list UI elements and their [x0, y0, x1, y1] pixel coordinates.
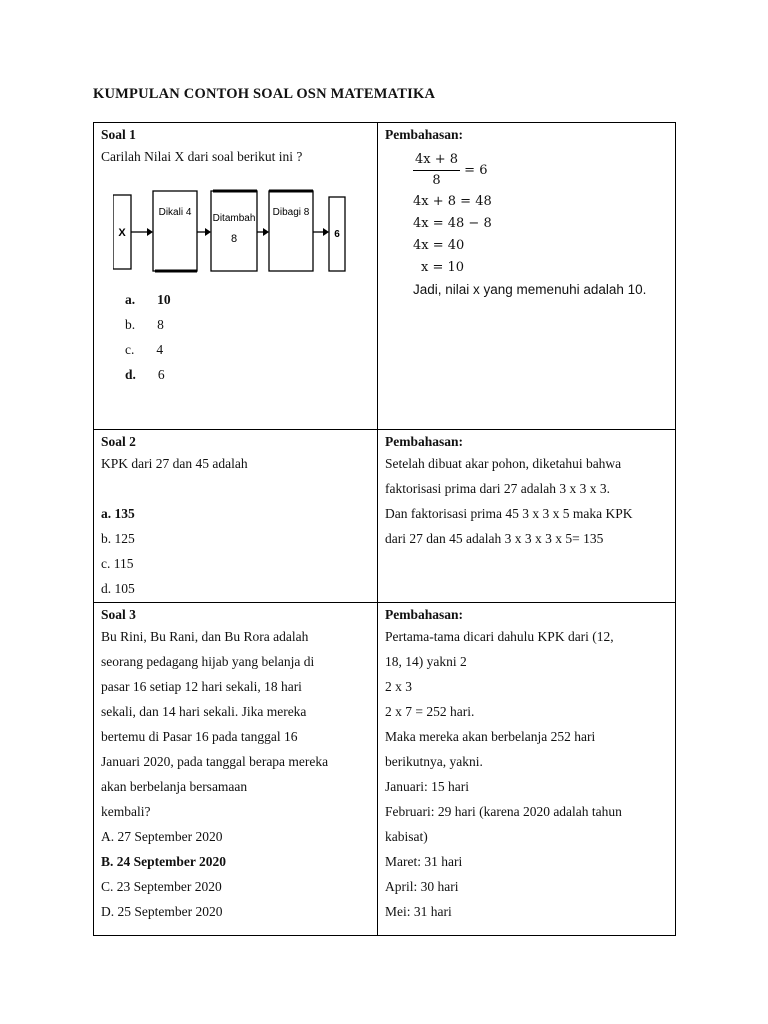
- option-label: b.: [125, 317, 136, 332]
- option-c: c. 115: [101, 556, 134, 571]
- conclusion: Jadi, nilai x yang memenuhi adalah 10.: [413, 282, 647, 297]
- option-d: [101, 362, 371, 387]
- pembahasan-3-heading: Pembahasan:: [385, 607, 464, 622]
- pembahasan-line: 18, 14) yakni 2: [385, 654, 467, 669]
- flow-box-result: 6: [334, 229, 340, 240]
- option-b: [101, 312, 371, 337]
- flow-box-dikali: Dikali 4: [158, 207, 192, 218]
- pembahasan-line: Mei: 31 hari: [385, 904, 452, 919]
- fraction: [413, 150, 460, 191]
- fraction-equals: = 6: [464, 163, 488, 178]
- question-line: Bu Rini, Bu Rani, dan Bu Rora adalah: [101, 629, 309, 644]
- pembahasan-line: 2 x 7 = 252 hari.: [385, 704, 475, 719]
- flow-diagram: [113, 187, 348, 277]
- option-value: 4: [156, 342, 164, 357]
- option-b: B. 24 September 2020: [101, 854, 226, 869]
- pembahasan-line: Maret: 31 hari: [385, 854, 463, 869]
- step-2: 4x = 48 − 8: [413, 216, 492, 231]
- pembahasan-line: Februari: 29 hari (karena 2020 adalah tahun: [385, 804, 622, 819]
- option-b: b. 125: [101, 531, 135, 546]
- question-line: Januari 2020, pada tanggal berapa mereka: [101, 754, 329, 769]
- table-row: [94, 603, 676, 936]
- option-label: d.: [125, 367, 136, 382]
- soal-3-cell: [94, 603, 378, 936]
- option-value: 8: [157, 317, 164, 332]
- fraction-numerator: 4x + 8: [413, 150, 460, 171]
- option-d: d. 105: [101, 581, 135, 596]
- option-a: a. 135: [101, 506, 135, 521]
- pembahasan-line: Dan faktorisasi prima 45 3 x 3 x 5 maka KPK: [385, 506, 633, 521]
- soal-2-heading: Soal 2: [101, 434, 136, 449]
- question-line: seorang pedagang hijab yang belanja di: [101, 654, 315, 669]
- document-title: KUMPULAN CONTOH SOAL OSN MATEMATIKA: [93, 86, 436, 102]
- pembahasan-line: April: 30 hari: [385, 879, 459, 894]
- option-label: a.: [125, 292, 136, 307]
- pembahasan-1-cell: [378, 123, 676, 430]
- pembahasan-line: Pertama-tama dicari dahulu KPK dari (12,: [385, 629, 614, 644]
- pembahasan-line: Setelah dibuat akar pohon, diketahui bahwa: [385, 456, 622, 471]
- table-row: [94, 123, 676, 430]
- flow-box-x: X: [118, 227, 126, 239]
- question-line: sekali, dan 14 hari sekali. Jika mereka: [101, 704, 307, 719]
- soal-1-heading: Soal 1: [101, 127, 136, 142]
- option-value: 6: [157, 367, 165, 382]
- flow-box-dibagi: Dibagi 8: [272, 207, 310, 218]
- option-c: [101, 337, 371, 362]
- question-line: kembali?: [101, 804, 151, 819]
- question-line: akan berbelanja bersamaan: [101, 779, 248, 794]
- step-3: 4x = 40: [413, 238, 465, 253]
- flow-box-ditambah: Ditambah: [212, 213, 256, 224]
- question-line: bertemu di Pasar 16 pada tanggal 16: [101, 729, 298, 744]
- option-c: C. 23 September 2020: [101, 879, 222, 894]
- pembahasan-line: dari 27 dan 45 adalah 3 x 3 x 3 x 5= 135: [385, 531, 604, 546]
- option-value: 10: [157, 292, 171, 307]
- option-d: D. 25 September 2020: [101, 904, 223, 919]
- pembahasan-1-heading: Pembahasan:: [385, 127, 464, 142]
- pembahasan-line: Januari: 15 hari: [385, 779, 469, 794]
- pembahasan-line: kabisat): [385, 829, 428, 844]
- flow-box-ditambah-value: 8: [230, 233, 238, 245]
- step-1: 4x + 8 = 48: [413, 194, 492, 209]
- pembahasan-2-heading: Pembahasan:: [385, 434, 464, 449]
- pembahasan-line: faktorisasi prima dari 27 adalah 3 x 3 x 3.: [385, 481, 610, 496]
- pembahasan-2-cell: [378, 430, 676, 603]
- fraction-denominator: 8: [432, 173, 441, 188]
- pembahasan-line: Maka mereka akan berbelanja 252 hari: [385, 729, 596, 744]
- question-line: pasar 16 setiap 12 hari sekali, 18 hari: [101, 679, 302, 694]
- soal-3-heading: Soal 3: [101, 607, 136, 622]
- pembahasan-3-cell: [378, 603, 676, 936]
- pembahasan-line: berikutnya, yakni.: [385, 754, 483, 769]
- soal-1-question: Carilah Nilai X dari soal berikut ini ?: [101, 149, 303, 164]
- option-label: c.: [125, 342, 135, 357]
- step-4: x = 10: [421, 260, 465, 275]
- soal-table: [93, 122, 676, 936]
- table-row: [94, 430, 676, 603]
- soal-2-question: KPK dari 27 dan 45 adalah: [101, 456, 248, 471]
- option-a: A. 27 September 2020: [101, 829, 223, 844]
- soal-2-cell: [94, 430, 378, 603]
- soal-1-cell: [94, 123, 378, 430]
- pembahasan-line: 2 x 3: [385, 679, 412, 694]
- option-a: [101, 287, 371, 312]
